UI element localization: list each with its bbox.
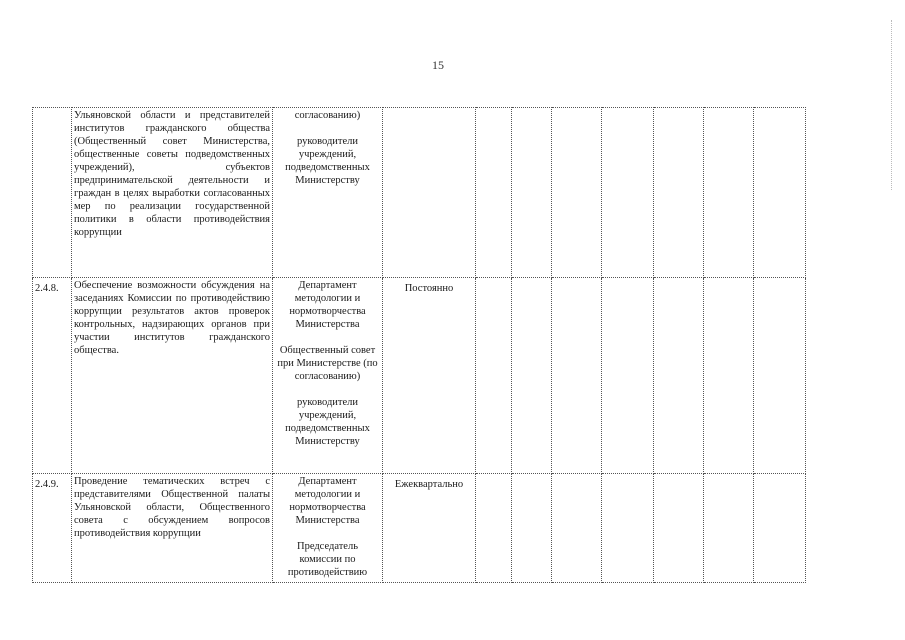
empty-cell: [704, 108, 754, 278]
empty-cell: [602, 108, 654, 278]
row-term: Постоянно: [383, 278, 476, 474]
row-term: Ежеквартально: [383, 474, 476, 583]
table-row: [33, 474, 806, 583]
row-term: [383, 108, 476, 278]
responsible-line: согласованию): [294, 110, 361, 121]
empty-cell: [754, 108, 806, 278]
empty-cell: [654, 108, 704, 278]
empty-cell: [552, 474, 602, 583]
responsible-line: Общественный совет при Министерстве (по согласованию): [277, 345, 378, 382]
empty-cell: [654, 278, 704, 474]
table-row: [33, 108, 806, 278]
responsible-line: Председатель комиссии по противодействию: [287, 541, 368, 578]
empty-cell: [704, 278, 754, 474]
page-number: 15: [432, 58, 444, 72]
row-responsible: [273, 108, 383, 278]
empty-cell: [552, 108, 602, 278]
scan-edge-mark: [891, 20, 893, 190]
row-description: Ульяновской области и представителей институтов гражданского общества (Общественный совет Министерства, общественные советы подведомственных учреждений), субъектов предпринимательской деятельности и граждан в целях выработки согласованных мер по реализации государственной политики в области противодействия коррупции: [72, 108, 273, 278]
measures-table: [32, 107, 806, 583]
row-description: Обеспечение возможности обсуждения на заседаниях Комиссии по противодействию коррупции результатов актов проверок контрольных, надзирающих органов при участии институтов гражданского общества.: [72, 278, 273, 474]
empty-cell: [754, 278, 806, 474]
empty-cell: [602, 474, 654, 583]
empty-cell: [704, 474, 754, 583]
empty-cell: [602, 278, 654, 474]
row-number: 2.4.8.: [33, 278, 72, 474]
row-number: [33, 108, 72, 278]
empty-cell: [754, 474, 806, 583]
responsible-line: руководители учреждений, подведомственных Министерству: [285, 136, 370, 186]
empty-cell: [476, 108, 512, 278]
responsible-line: Департамент методологии и нормотворчества Министерства: [289, 476, 366, 526]
row-number: 2.4.9.: [33, 474, 72, 583]
empty-cell: [476, 474, 512, 583]
responsible-line: руководители учреждений, подведомственных Министерству: [285, 397, 370, 447]
empty-cell: [512, 474, 552, 583]
empty-cell: [552, 278, 602, 474]
table-row: [33, 278, 806, 474]
empty-cell: [512, 108, 552, 278]
row-responsible: [273, 474, 383, 583]
empty-cell: [654, 474, 704, 583]
empty-cell: [476, 278, 512, 474]
empty-cell: [512, 278, 552, 474]
row-description: Проведение тематических встреч с представителями Общественной палаты Ульяновской области, Общественного совета с обсуждением вопросов противодействия коррупции: [72, 474, 273, 583]
row-responsible: [273, 278, 383, 474]
responsible-line: Департамент методологии и нормотворчества Министерства: [289, 280, 366, 330]
